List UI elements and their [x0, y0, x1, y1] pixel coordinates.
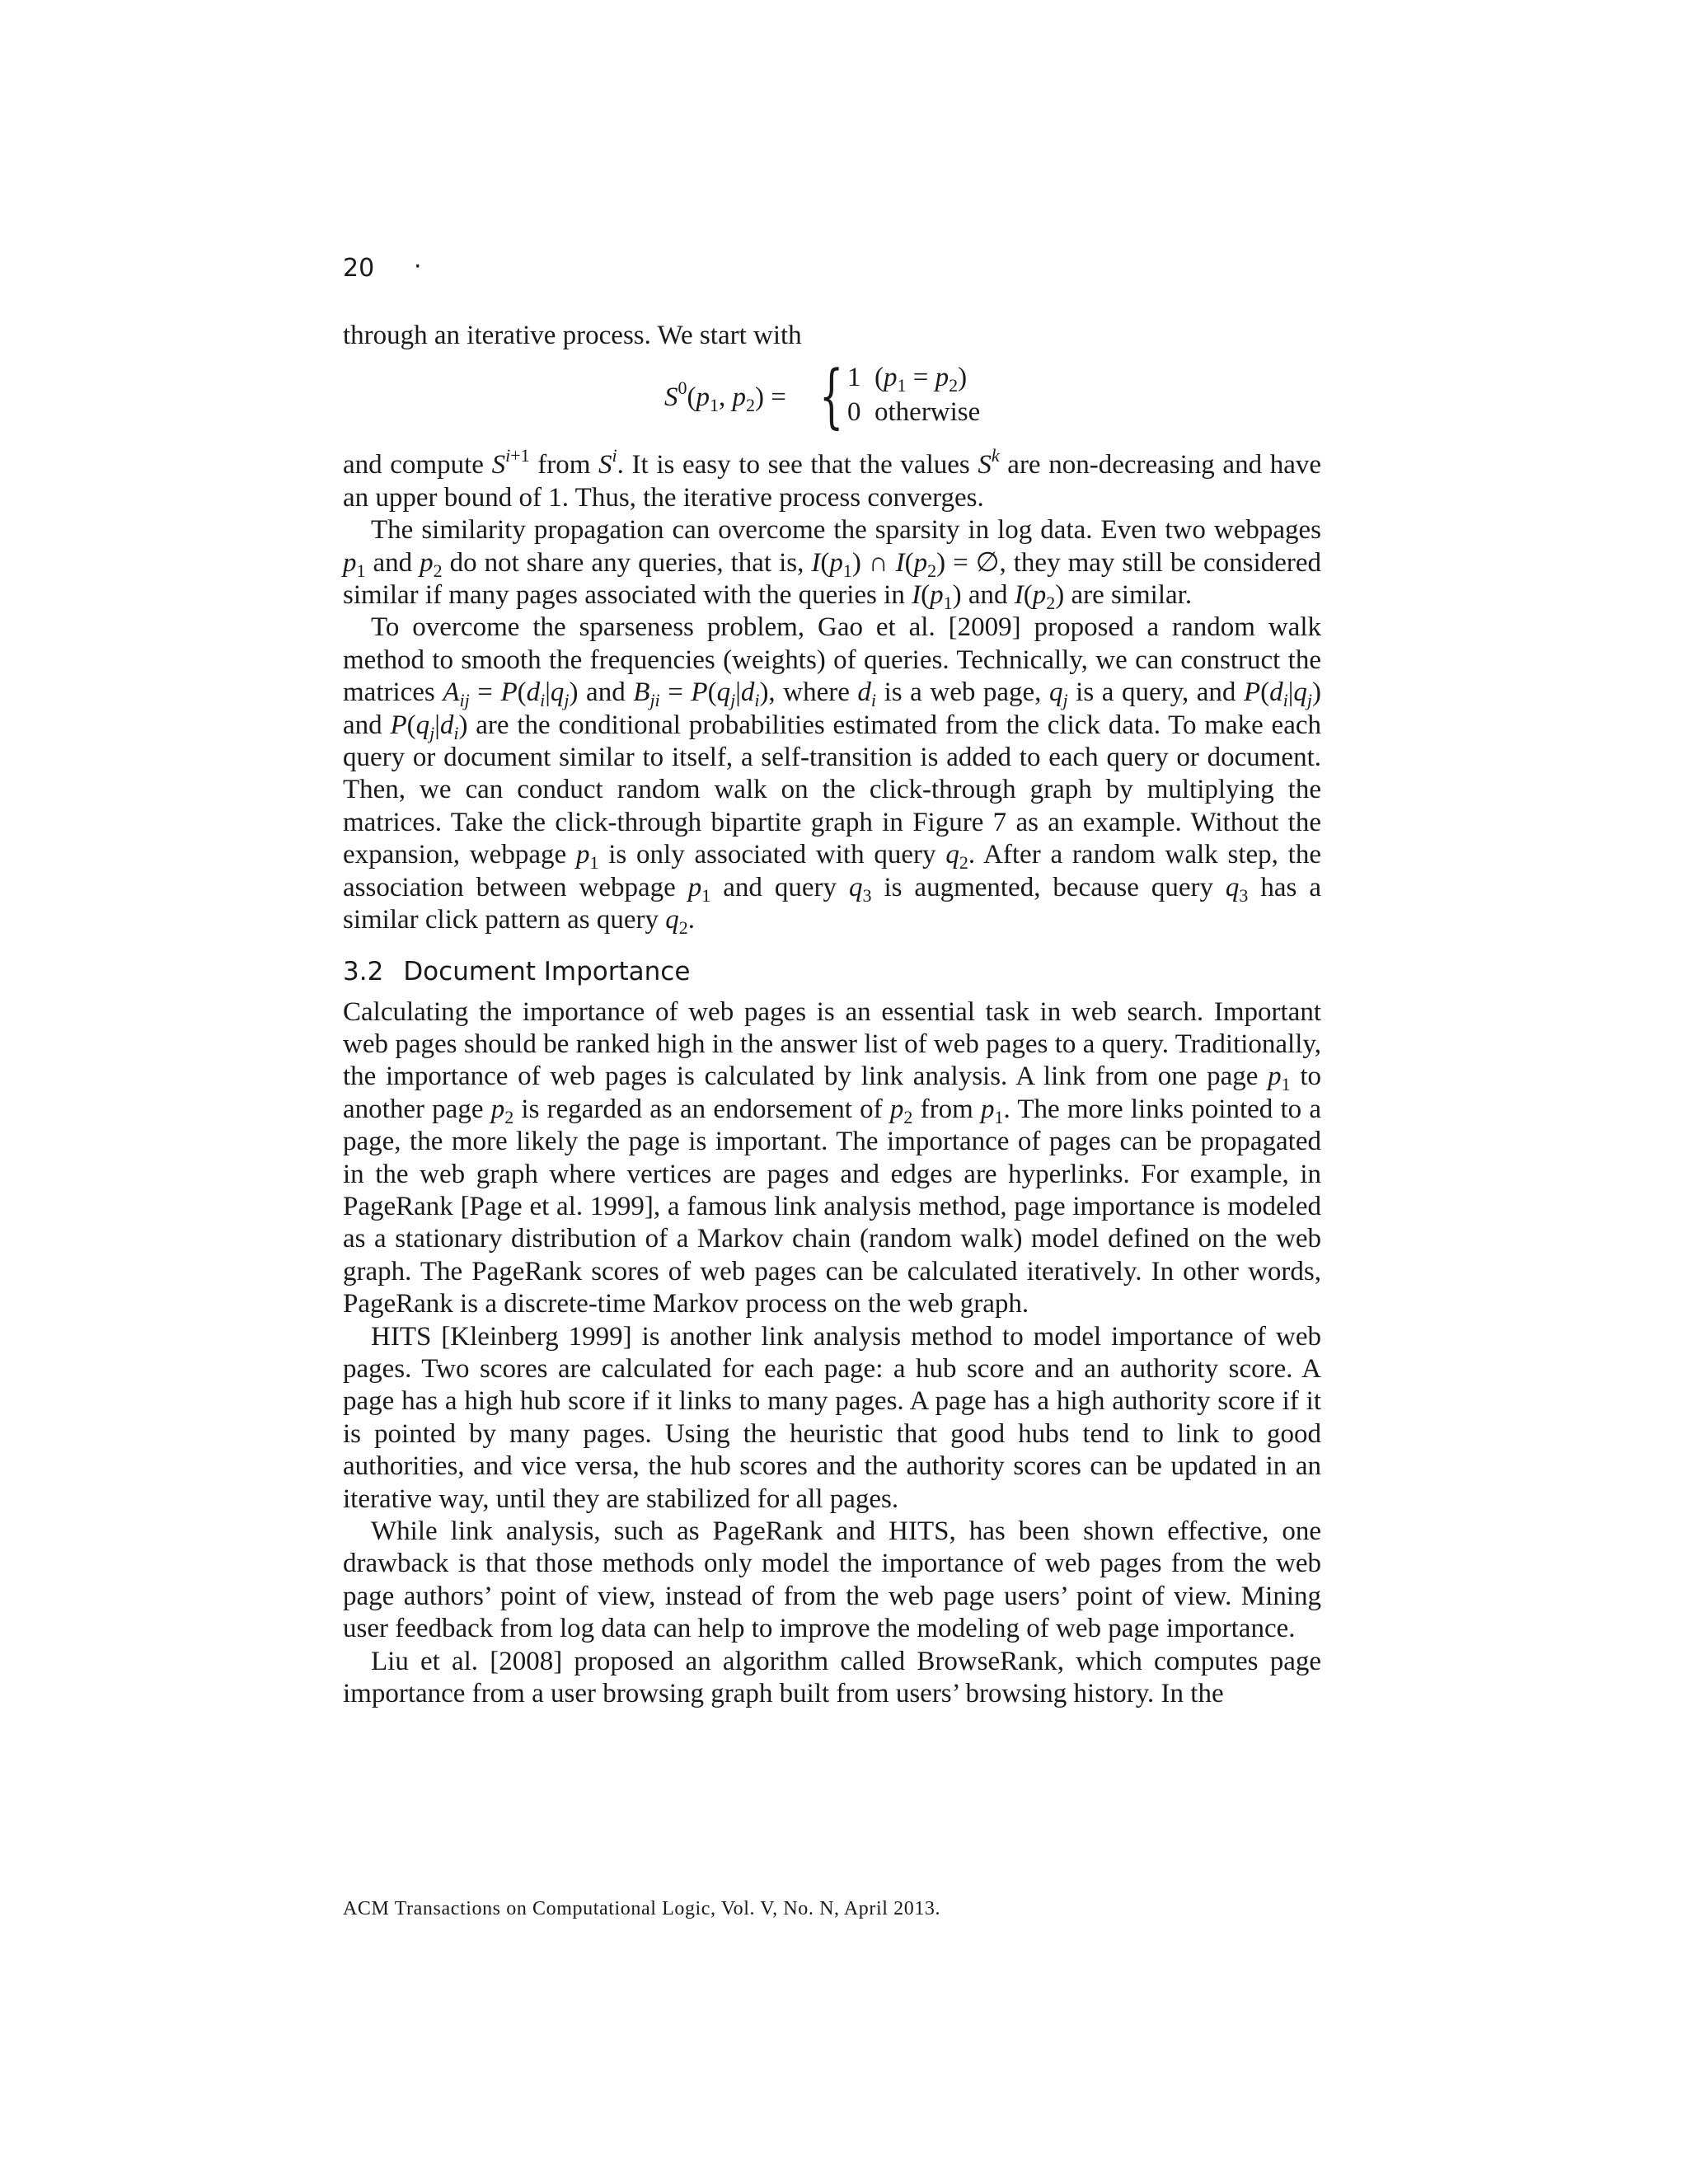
journal-footer: ACM Transactions on Computational Logic, Vol. V, No. N, April 2013.	[343, 1898, 941, 1919]
case-equal: 1 $(p_1 = p_2)$	[847, 363, 968, 396]
body-text	[343, 320, 1321, 1710]
equation-cases	[847, 360, 980, 429]
running-header	[343, 252, 422, 284]
section-title: Document Importance	[403, 956, 691, 987]
section-number: 3.2	[343, 956, 384, 987]
paragraph: Liu et al. [2008] proposed an algorithm called BrowseRank, which computes page importance from a user browsing graph built from users’ browsing history. In the	[343, 1646, 1321, 1709]
paragraph: To overcome the sparseness problem, Gao et al. [2009] proposed a random walk method to smooth the frequencies (weights) of queries. Technically, we can construct the matrices $A_{ij} = P(d_i|q_j)$ and $B_{ji} = P(q_j|d_i)$, where $d_i$ is a web page, $q_j$ is a query, and $P(d_i|q_j)$ and $P(q_j|d_i)$ are the conditional probabilities estimated from the click data. To make each query or document similar to itself, a self-transition is added to each query or document. Then, we can conduct random walk on the click-through graph by multiplying the matrices. Take the click-through bipartite graph in Figure 7 as an example. Without the expansion, webpage $p_1$ is only associated with query $q_2$. After a random walk step, the association between webpage $p_1$ and query $q_3$ is augmented, because query $q_3$ has a similar click pattern as query $q_2$.	[343, 612, 1321, 939]
equation-initial-similarity	[343, 352, 1321, 449]
paragraph: HITS [Kleinberg 1999] is another link analysis method to model importance of web pages. Two scores are calculated for each page: a hub score and an authority score. A page has a high hub score if it links to many pages. A page has a high authority score if it is pointed by many pages. Using the heuristic that good hubs tend to link to good authorities, and vice versa, the hub scores and the authority scores can be updated in an iterative way, until they are stabilized for all pages.	[343, 1321, 1321, 1514]
equation-lhs: $S^0(p_1$, $p_2$) =	[664, 377, 786, 416]
paragraph: and compute $S^{i+1}$ from $S^i$. It is easy to see that the values $S^k$ are non-decreasing and have an upper bound of 1. Thus, the iterative process converges.	[343, 445, 1322, 513]
paragraph: Calculating the importance of web pages is an essential task in web search. Important web pages should be ranked high in the answer list of web pages to a query. Traditionally, the importance of web pages is calculated by link analysis. A link from one page $p_1$ to another page $p_2$ is regarded as an endorsement of $p_2$ from $p_1$. The more links pointed to a page, the more likely the page is important. The importance of pages can be propagated in the web graph where vertices are pages and edges are hyperlinks. For example, in PageRank [Page et al. 1999], a famous link analysis method, page importance is modeled as a stationary distribution of a Markov chain (random walk) model defined on the web graph. The PageRank scores of web pages can be calculated iteratively. In other words, PageRank is a discrete-time Markov process on the web graph.	[343, 996, 1322, 1319]
header-separator: ·	[414, 252, 422, 281]
case-otherwise: 0 otherwise	[847, 397, 981, 428]
paragraph: through an iterative process. We start with	[343, 321, 802, 350]
paragraph: The similarity propagation can overcome the sparsity in log data. Even two webpages $p_1$ and $p_2$ do not share any queries, that is, $I(p_1)$ ∩ $I(p_2)$ = ∅, they may still be considered similar if many pages associated with the queries in $I(p_1)$ and $I(p_2)$ are similar.	[343, 515, 1321, 614]
page-number: 20	[343, 254, 375, 283]
left-brace-glyph: {	[819, 355, 844, 437]
paragraph: While link analysis, such as PageRank and HITS, has been shown effective, one drawback is that those methods only model the importance of web pages from the web page authors’ point of view, instead of from the web page users’ point of view. Mining user feedback from log data can help to improve the modeling of web page importance.	[343, 1516, 1321, 1644]
section-heading	[343, 955, 1321, 988]
